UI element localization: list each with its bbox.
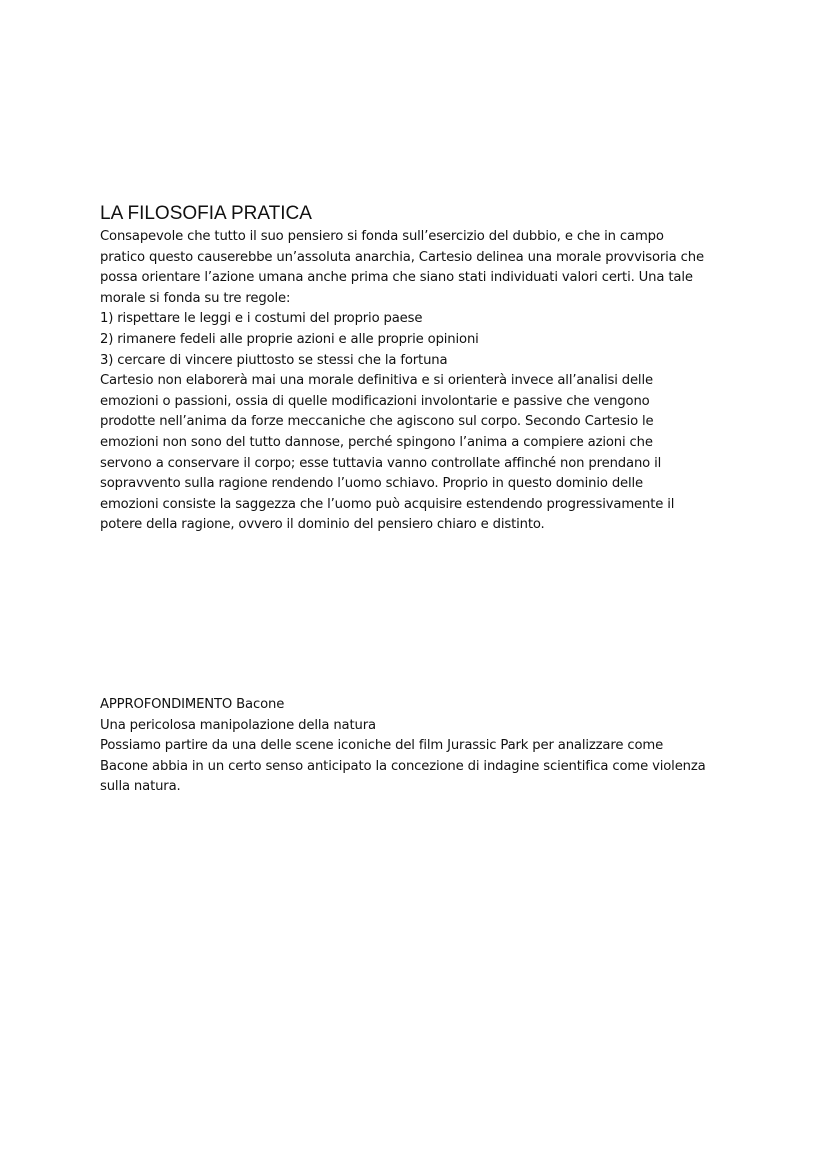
approfondimento-line: Bacone abbia in un certo senso anticipato la concezione di indagine scientifica come violenza — [100, 758, 706, 774]
body-line: prodotte nell’anima da forze meccaniche che agiscono sul corpo. Secondo Cartesio le — [100, 414, 654, 430]
body-line: sopravvento sulla ragione rendendo l’uomo schiavo. Proprio in questo dominio delle — [100, 476, 643, 492]
approfondimento-heading-text: APPROFONDIMENTO Bacone — [100, 697, 285, 712]
rule-item: 2) rimanere fedeli alle proprie azioni e alle proprie opinioni — [100, 331, 479, 347]
approfondimento-heading — [100, 695, 740, 716]
approfondimento-line: sulla natura. — [100, 779, 181, 795]
rule-item: 1) rispettare le leggi e i costumi del proprio paese — [100, 311, 423, 327]
approfondimento-subtitle-text: Una pericolosa manipolazione della natura — [100, 717, 376, 733]
body-line: emozioni non sono del tutto dannose, perché spingono l’anima a compiere azioni che — [100, 434, 653, 450]
rule-item: 3) cercare di vincere piuttosto se stessi che la fortuna — [100, 352, 448, 368]
approfondimento-line: Possiamo partire da una delle scene iconiche del film Jurassic Park per analizzare come — [100, 738, 664, 754]
section-filosofia-pratica — [100, 201, 740, 536]
section-approfondimento — [100, 695, 740, 798]
body-line: Cartesio non elaborerà mai una morale definitiva e si orienterà invece all’analisi delle — [100, 373, 653, 389]
approfondimento-paragraph — [100, 736, 740, 798]
body-line: emozioni consiste la saggezza che l’uomo può acquisire estendendo progressivamente il — [100, 496, 675, 512]
intro-line: possa orientare l’azione umana anche prima che siano stati individuati valori certi. Una tale — [100, 270, 693, 286]
intro-line: morale si fonda su tre regole: — [100, 290, 291, 306]
approfondimento-subtitle — [100, 716, 740, 737]
body-line: emozioni o passioni, ossia di quelle modificazioni involontarie e passive che vengono — [100, 393, 650, 409]
body-line: servono a conservare il corpo; esse tuttavia vanno controllate affinché non prendano il — [100, 455, 662, 471]
body-paragraph — [100, 371, 740, 536]
intro-paragraph — [100, 227, 740, 309]
intro-line: Consapevole che tutto il suo pensiero si fonda sull’esercizio del dubbio, e che in campo — [100, 229, 664, 244]
intro-line: pratico questo causerebbe un’assoluta anarchia, Cartesio delinea una morale provvisoria che — [100, 249, 704, 265]
section-title: LA FILOSOFIA PRATICA — [100, 203, 312, 224]
body-line: potere della ragione, ovvero il dominio del pensiero chiaro e distinto. — [100, 517, 545, 533]
rules-list — [100, 309, 740, 371]
